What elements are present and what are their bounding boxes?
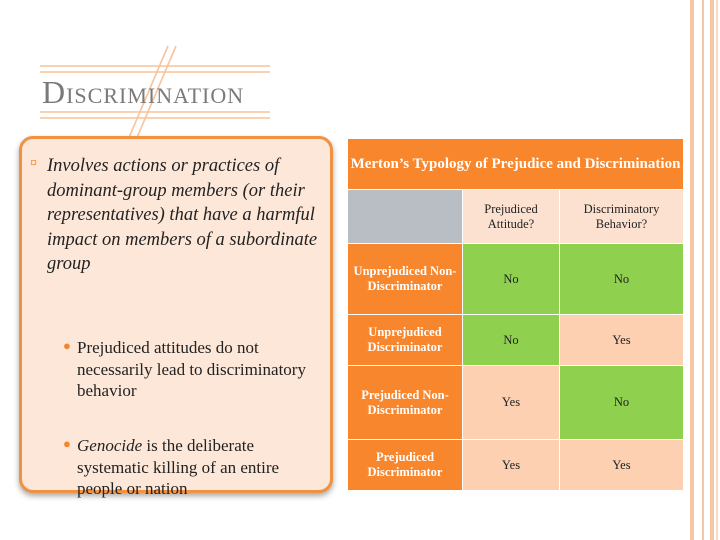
bullet-text: Prejudiced attitudes do not necessarily lead to discriminatory behavior xyxy=(77,338,306,400)
row-label: Prejudiced Discriminator xyxy=(348,440,463,491)
cell-behavior: No xyxy=(559,244,683,315)
bullet-marker-icon: ¤ xyxy=(30,156,37,171)
slide-title: Discrimination xyxy=(42,74,245,110)
row-label: Unprejudiced Discriminator xyxy=(348,315,463,366)
cell-behavior: Yes xyxy=(559,315,683,366)
decor-stripe xyxy=(710,0,714,540)
bullet-item xyxy=(77,337,327,402)
cell-attitude: Yes xyxy=(463,440,560,491)
column-header-behavior: Discriminatory Behavior? xyxy=(559,190,683,244)
table-row xyxy=(348,315,684,366)
main-definition: Involves actions or practices of dominant-group members (or their representatives) that have a harmful impact on members of a subordinate group xyxy=(47,156,318,274)
bullet-dot-icon: ● xyxy=(63,338,71,353)
decor-stripe xyxy=(702,0,704,540)
bullet-item xyxy=(77,435,327,500)
bullet-text: is the deliberate systematic killing of an entire people or nation xyxy=(77,436,280,498)
table-row xyxy=(348,244,684,315)
table-caption: Merton’s Typology of Prejudice and Discrimination xyxy=(348,139,684,190)
cell-behavior: Yes xyxy=(559,440,683,491)
decor-stripe xyxy=(716,0,718,540)
table-row xyxy=(348,440,684,491)
bullet-dot-icon: ● xyxy=(63,436,71,451)
row-label: Prejudiced Non-Discriminator xyxy=(348,366,463,440)
column-header-attitude: Prejudiced Attitude? xyxy=(463,190,560,244)
merton-typology-table xyxy=(347,138,684,491)
cell-attitude: No xyxy=(463,315,560,366)
table-row xyxy=(348,366,684,440)
cell-attitude: No xyxy=(463,244,560,315)
table-corner-cell xyxy=(348,190,463,244)
bullet-emphasis: Genocide xyxy=(77,436,143,455)
decor-stripe xyxy=(690,0,694,540)
row-label: Unprejudiced Non-Discriminator xyxy=(348,244,463,315)
cell-behavior: No xyxy=(559,366,683,440)
cell-attitude: Yes xyxy=(463,366,560,440)
